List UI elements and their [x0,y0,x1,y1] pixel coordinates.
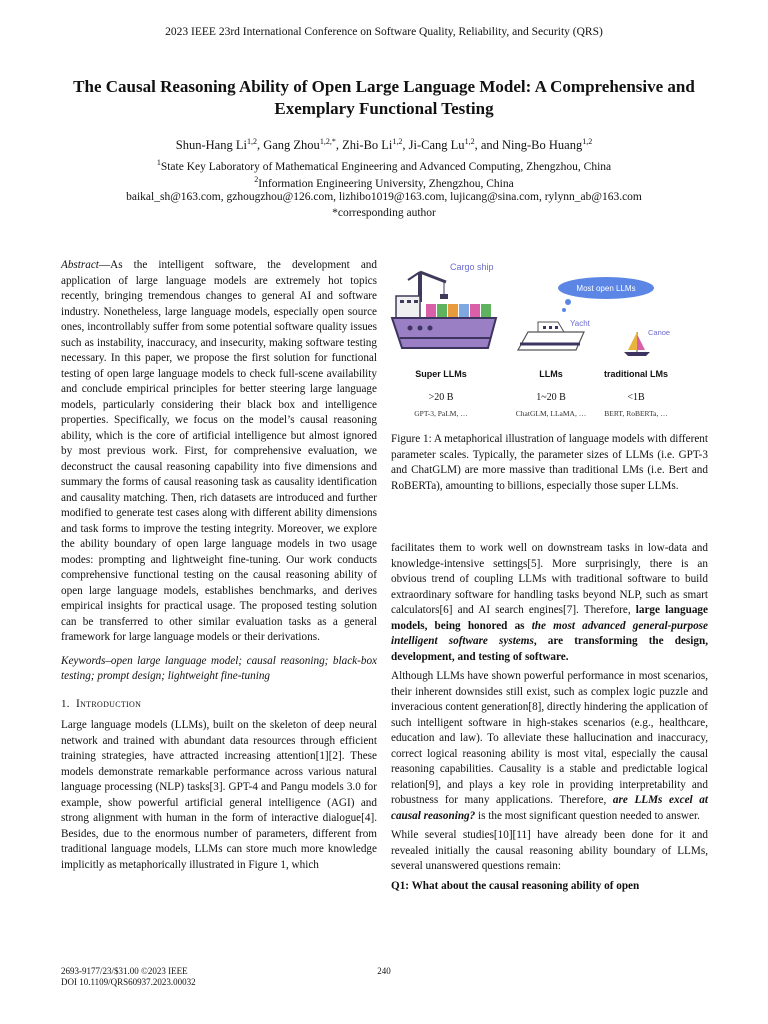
conference-header: 2023 IEEE 23rd International Conference on Software Quality, Reliability, and Security (QRS) [165,26,603,38]
title-line-1: The Causal Reasoning Ability of Open Large Language Model: A Comprehensive and [73,77,695,96]
figure-examples-traditional-lms: BERT, RoBERTa, … [604,409,668,418]
intro-paragraph-1: Large language models (LLMs), built on the skeleton of deep neural network and trained with abundant data resources through efficient training strategies, have attracted increasing attention[1][2]. These models demonstrate remarkable performance across various natural language processing (NLP) tasks[3]. GPT-4 and Pangu models 3.0 for example, show powerful artificial general intelligence (AGI) and strong alignment with human in the form of interactive dialogue[4]. Besides, due to the enormous number of parameters, different from traditional language models, LLMs can store much more knowledge implicitly as metaphorically illustrated in Figure 1, which [61,719,377,871]
abstract-label: Abstract [61,259,99,271]
affiliation-2: $^2$Information Engineering University, Zhengzhou, China [254,175,514,190]
figure-category-llms: LLMs [539,369,563,379]
author: Zhi-Bo Li$^{1,2}$, [342,137,409,153]
cargo-ship-icon [392,272,496,348]
author-list [0,137,768,153]
abstract [61,258,377,646]
figure-category-traditional-lms: traditional LMs [603,369,669,379]
question-1: Q1: What about the causal reasoning ability of open [391,879,640,892]
figure-size-traditional-lms: <1B [627,392,645,403]
footer-doi: DOI 10.1109/QRS60937.2023.00032 [61,977,196,987]
footer-issn: 2693-9177/23/$31.00 ©2023 IEEE [61,966,188,976]
figure-size-super-llms: >20 B [428,392,454,403]
title-line-2: Exemplary Functional Testing [274,99,494,118]
figure-label-cloud: Most open LLMs [576,284,636,293]
figure-examples-super-llms: GPT-3, PaLM, … [414,409,468,418]
author: Gang Zhou$^{1,2,*}$, [263,137,343,153]
affiliation-1: $^1$State Key Laboratory of Mathematical Engineering and Advanced Computing, Zhengzhou, China [156,158,612,173]
canoe-icon [624,332,650,356]
section-heading-introduction: 1. Introduction [61,697,142,710]
figure-1-caption: Figure 1: A metaphorical illustration of language models with different parameter scales. Typically, the parameter sizes of LLMs (i.e. GPT-3 and ChatGLM) are more massive than traditional LMs (i.e. Bert and RoBERTa), amounting to billions, especially those super LLMs. [391,433,709,492]
figure-category-super-llms: Super LLMs [415,369,467,379]
page-number: 240 [377,966,391,976]
author-emails: baikal_sh@163.com, gzhougzhou@126.com, lizhibo1019@163.com, lujicang@sina.com, rylynn_ab@163.com [126,191,642,203]
figure-1-illustration [388,252,708,422]
author: Shun-Hang Li$^{1,2}$, [175,137,264,153]
figure-examples-llms: ChatGLM, LLaMA, … [515,409,587,418]
left-column [61,258,377,873]
right-column [391,541,708,894]
cloud-icon [558,277,654,312]
author: Ji-Cang Lu$^{1,2}$, and [408,137,502,153]
right-paragraph-3: While several studies[10][11] have already been done for it and revealed initially the causal reasoning ability boundary of LLMs, several unanswered questions remain: [391,829,708,872]
right-paragraph-2: Although LLMs have shown powerful performance in most scenarios, their inherent downsides still exist, such as complex logic puzzle and inveracious content generation[8], directly hindering the application of such intelligent software in high-stakes scenarios (e.g., healthcare, education and law). To alleviate these hallucination and inaccuracy, correct logical reasoning ability is most vital, especially the causal reasoning capabilities. Causality is a stable and predictable logical relation[9], and plays a key role in providing interpretability and robustness for many applications. Therefore, are LLMs excel at causal reasoning? is the most significant question needed to answer. [391,670,708,822]
figure-label-canoe: Canoe [648,328,671,337]
figure-label-yacht: Yacht [570,319,590,328]
figure-label-cargo-ship: Cargo ship [450,262,494,272]
right-paragraph-1: facilitates them to work well on downstream tasks in low-data and knowledge-intensive settings[5]. More surprisingly, there is an obvious trend of coupling LLMs with traditional software to build extraordinary software for handling tasks beyond NLP, such as smart calculators[6] and AI search engines[7]. Therefore, large language models, being honored as the most advanced general-purpose intelligent software systems, are transforming the design, development, and testing of software. [391,542,709,663]
abstract-text: —As the intelligent software, the development and application of large language models are extremely hot topics recently, bringing tremendous changes to general AI and software industry. Nonetheless, large language models, especially open source ones, incontrollably suffer from some potential software quality issues such as instability, inaccuracy, and insecurity, making software testing necessary. In this paper, we propose the first solution for functional testing of open large language models to check full-scene availability and conclude empirical principles for better steering large language models, particularly considering their black box and intelligence properties. Specifically, we focus on the model’s causal reasoning ability, which is the core of artificial intelligence but almost ignored by most previous work. First, for comprehensive evaluation, we deconstruct the causal reasoning capability into five dimensions and summary the forms of causal reasoning task as causality identification and causality matching. Then, rich datasets are introduced and further modified to generate test cases along with different ability dimensions and task forms to improve the testing integrity. Moreover, we explore the ability boundary of open large language models in two usage modes: prompting and lightweight fine-tuning. Our work conducts comprehensive functional testing on the causal reasoning ability of open large language models, establishes benchmarks, and derives empirical insights for practical usage. The proposed testing solution can be transferred to other similar evaluation tasks as a general framework for large language models or their derivations. [61,259,377,643]
corresponding-author-note: *corresponding author [332,207,436,219]
figure-size-llms: 1~20 B [536,392,566,403]
author: Ning-Bo Huang$^{1,2}$ [502,137,593,153]
paper-title [40,76,728,120]
keywords: Keywords–open large language model; causal reasoning; black-box testing; prompt design; lightweight fine-tuning [61,654,377,682]
